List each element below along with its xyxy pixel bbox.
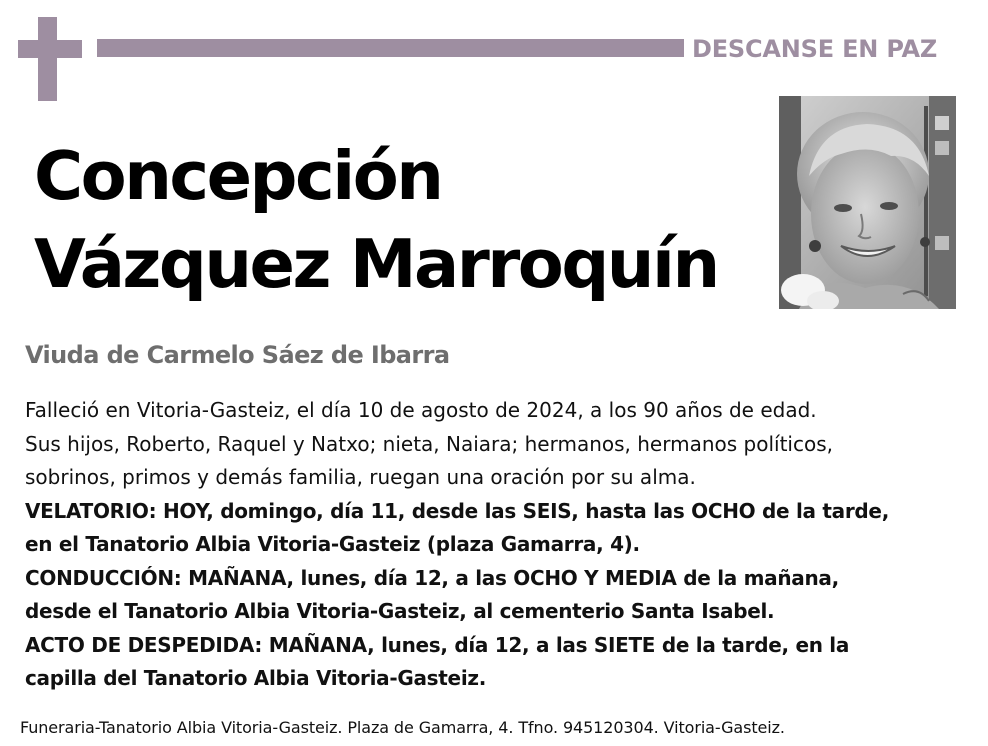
procession-line-1: CONDUCCIÓN: MAÑANA, lunes, día 12, a las OCHO Y MEDIA de la mañana, xyxy=(25,566,839,590)
death-statement: Falleció en Vitoria-Gasteiz, el día 10 de agosto de 2024, a los 90 años de edad. xyxy=(25,398,817,422)
header-title: DESCANSE EN PAZ xyxy=(692,35,938,63)
cross-vertical-bar xyxy=(38,17,57,101)
obituary-body xyxy=(25,394,975,695)
deceased-name-line1: Concepción xyxy=(34,137,442,215)
farewell-line-2: capilla del Tanatorio Albia Vitoria-Gasteiz. xyxy=(25,666,487,690)
funeral-home-footer: Funeraria-Tanatorio Albia Vitoria-Gasteiz. Plaza de Gamarra, 4. Tfno. 945120304. Vitoria-Gasteiz. xyxy=(20,718,785,737)
deceased-subtitle: Viuda de Carmelo Sáez de Ibarra xyxy=(25,341,450,369)
family-line-1: Sus hijos, Roberto, Raquel y Natxo; nieta, Naiara; hermanos, hermanos políticos, xyxy=(25,432,833,456)
deceased-name-line2: Vázquez Marroquín xyxy=(34,225,718,303)
wake-line-2: en el Tanatorio Albia Vitoria-Gasteiz (plaza Gamarra, 4). xyxy=(25,532,640,556)
header-rule xyxy=(97,39,684,57)
deceased-photo xyxy=(779,96,956,309)
wake-line-1: VELATORIO: HOY, domingo, día 11, desde las SEIS, hasta las OCHO de la tarde, xyxy=(25,499,889,523)
cross-icon xyxy=(18,17,82,101)
farewell-line-1: ACTO DE DESPEDIDA: MAÑANA, lunes, día 12, a las SIETE de la tarde, en la xyxy=(25,633,850,657)
cross-horizontal-bar xyxy=(18,40,82,58)
deceased-name xyxy=(34,132,718,308)
procession-line-2: desde el Tanatorio Albia Vitoria-Gasteiz, al cementerio Santa Isabel. xyxy=(25,599,775,623)
family-line-2: sobrinos, primos y demás familia, ruegan una oración por su alma. xyxy=(25,465,696,489)
